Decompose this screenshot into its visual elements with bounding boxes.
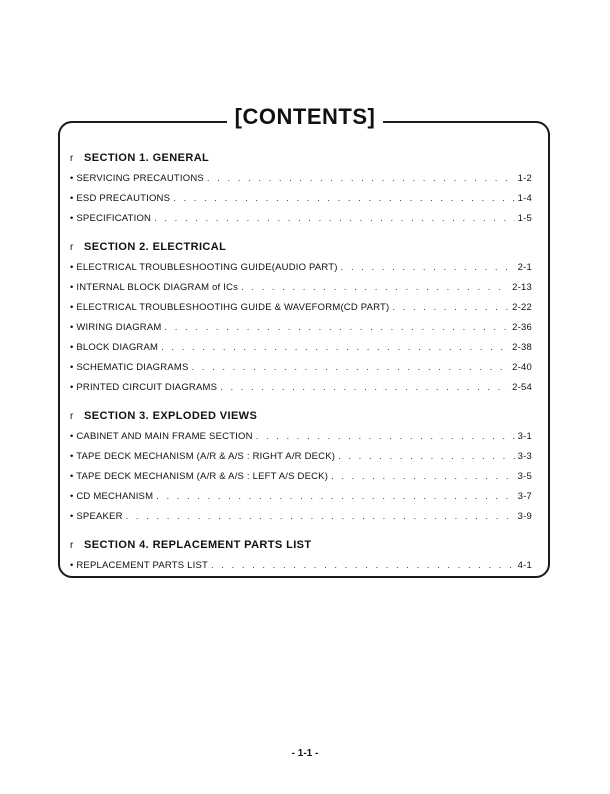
- page-number: - 1-1 -: [291, 748, 319, 759]
- toc-entry-label: • REPLACEMENT PARTS LIST: [70, 560, 208, 571]
- leader-dots: [211, 556, 515, 576]
- toc-entry-label: • CABINET AND MAIN FRAME SECTION: [70, 431, 253, 442]
- toc-entry-label: • SPECIFICATION: [70, 213, 152, 224]
- leader-dots: [161, 338, 509, 358]
- toc-entry[interactable]: [70, 318, 532, 338]
- toc-entry-page: 4-1: [517, 560, 532, 571]
- leader-dots: [165, 318, 510, 338]
- section-marker: r: [70, 242, 74, 253]
- toc-entry[interactable]: [70, 358, 532, 378]
- section-heading: [70, 537, 532, 553]
- contents-title-wrap: [0, 104, 610, 130]
- toc-entry-label: • ESD PRECAUTIONS: [70, 193, 171, 204]
- toc-section: [70, 150, 532, 229]
- toc-entry-page: 2-1: [517, 262, 532, 273]
- toc-entry[interactable]: [70, 427, 532, 447]
- toc-entry[interactable]: [70, 298, 532, 318]
- toc-entry-label: • WIRING DIAGRAM: [70, 322, 162, 333]
- toc-entry-page: 1-4: [517, 193, 532, 204]
- leader-dots: [154, 209, 515, 229]
- toc-entry[interactable]: [70, 507, 532, 527]
- toc-entry[interactable]: [70, 209, 532, 229]
- leader-dots: [256, 427, 515, 447]
- toc-entry-label: • BLOCK DIAGRAM: [70, 342, 159, 353]
- section-heading-text: SECTION 4. REPLACEMENT PARTS LIST: [84, 539, 312, 551]
- page-title: [CONTENTS]: [227, 104, 384, 129]
- toc-entry-label: • TAPE DECK MECHANISM (A/R & A/S : RIGHT A/R DECK): [70, 451, 336, 462]
- leader-dots: [241, 278, 509, 298]
- section-heading-text: SECTION 3. EXPLODED VIEWS: [84, 410, 258, 422]
- toc-entry-page: 2-40: [512, 362, 532, 373]
- section-marker: r: [70, 411, 74, 422]
- toc-entry-label: • SERVICING PRECAUTIONS: [70, 173, 204, 184]
- leader-dots: [126, 507, 515, 527]
- toc-entry[interactable]: [70, 487, 532, 507]
- toc-entry[interactable]: [70, 467, 532, 487]
- toc-entry-page: 1-5: [517, 213, 532, 224]
- toc-entry-label: • SCHEMATIC DIAGRAMS: [70, 362, 189, 373]
- leader-dots: [173, 189, 514, 209]
- leader-dots: [192, 358, 510, 378]
- toc-entry-page: 2-13: [512, 282, 532, 293]
- leader-dots: [392, 298, 509, 318]
- section-marker: r: [70, 153, 74, 164]
- section-heading-text: SECTION 2. ELECTRICAL: [84, 241, 227, 253]
- toc-entry[interactable]: [70, 556, 532, 576]
- toc-entry-page: 2-36: [512, 322, 532, 333]
- toc-entry-page: 3-3: [517, 451, 532, 462]
- toc-entry-label: • ELECTRICAL TROUBLESHOOTING GUIDE(AUDIO PART): [70, 262, 338, 273]
- toc-entry-label: • ELECTRICAL TROUBLESHOOTIHG GUIDE & WAVEFORM(CD PART): [70, 302, 390, 313]
- leader-dots: [220, 378, 509, 398]
- toc-entry-label: • CD MECHANISM: [70, 491, 154, 502]
- section-heading-text: SECTION 1. GENERAL: [84, 152, 210, 164]
- toc-entry-label: • PRINTED CIRCUIT DIAGRAMS: [70, 382, 218, 393]
- leader-dots: [156, 487, 514, 507]
- toc: [70, 150, 532, 586]
- section-heading: [70, 150, 532, 166]
- toc-entry-page: 3-9: [517, 511, 532, 522]
- toc-entry-page: 3-7: [517, 491, 532, 502]
- toc-entry[interactable]: [70, 338, 532, 358]
- toc-entry-page: 2-54: [512, 382, 532, 393]
- toc-entry[interactable]: [70, 447, 532, 467]
- leader-dots: [341, 258, 515, 278]
- leader-dots: [338, 447, 515, 467]
- section-heading: [70, 239, 532, 255]
- section-marker: r: [70, 540, 74, 551]
- toc-entry-page: 2-38: [512, 342, 532, 353]
- toc-entry-label: • SPEAKER: [70, 511, 123, 522]
- toc-entry-page: 3-5: [517, 471, 532, 482]
- toc-entry[interactable]: [70, 278, 532, 298]
- toc-section: [70, 408, 532, 527]
- section-heading: [70, 408, 532, 424]
- toc-entry[interactable]: [70, 189, 532, 209]
- leader-dots: [207, 169, 515, 189]
- toc-entry-label: • INTERNAL BLOCK DIAGRAM of ICs: [70, 282, 239, 293]
- toc-entry[interactable]: [70, 258, 532, 278]
- toc-entry[interactable]: [70, 169, 532, 189]
- toc-entry-page: 3-1: [517, 431, 532, 442]
- toc-entry[interactable]: [70, 378, 532, 398]
- toc-entry-page: 2-22: [512, 302, 532, 313]
- toc-section: [70, 537, 532, 576]
- toc-section: [70, 239, 532, 398]
- toc-entry-page: 1-2: [517, 173, 532, 184]
- leader-dots: [331, 467, 515, 487]
- toc-entry-label: • TAPE DECK MECHANISM (A/R & A/S : LEFT A/S DECK): [70, 471, 329, 482]
